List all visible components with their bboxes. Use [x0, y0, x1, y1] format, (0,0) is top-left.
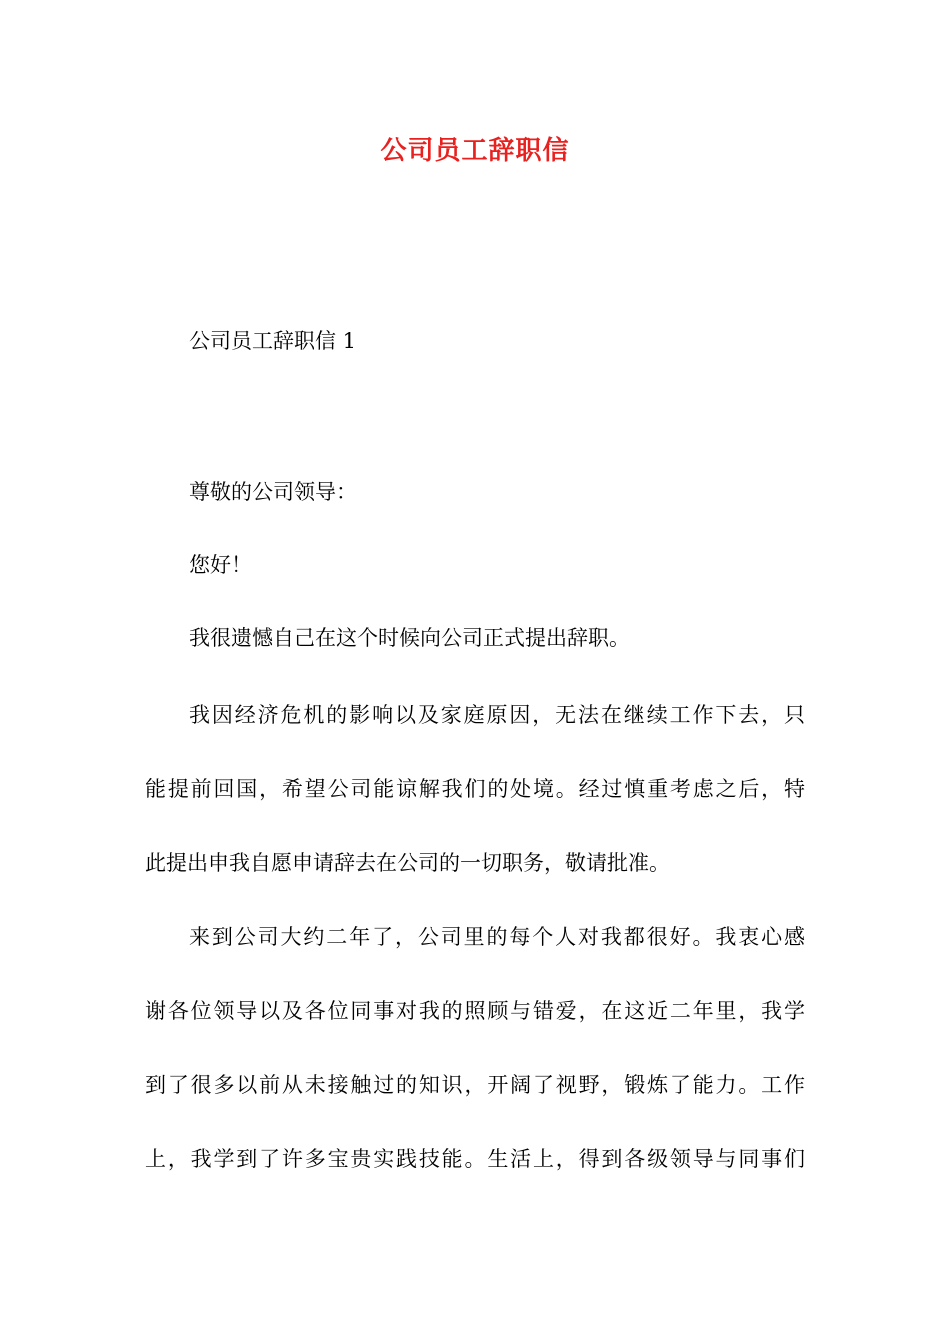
salutation: 尊敬的公司领导：	[189, 480, 357, 504]
paragraph-line: 此提出申我自愿申请辞去在公司的一切职务，敬请批准。	[145, 851, 670, 875]
paragraph-line: 来到公司大约二年了，公司里的每个人对我都很好。我衷心感	[189, 925, 805, 949]
section-heading: 公司员工辞职信 1	[189, 329, 357, 353]
paragraph-line: 能提前回国，希望公司能谅解我们的处境。经过慎重考虑之后，特	[145, 777, 805, 801]
paragraph-line: 谢各位领导以及各位同事对我的照顾与错爱，在这近二年里，我学	[145, 999, 805, 1023]
paragraph-line: 我很遗憾自己在这个时候向公司正式提出辞职。	[189, 626, 630, 650]
paragraph-line: 我因经济危机的影响以及家庭原因，无法在继续工作下去，只	[189, 703, 805, 727]
paragraph-line: 上，我学到了许多宝贵实践技能。生活上，得到各级领导与同事们	[145, 1147, 805, 1171]
document-title: 公司员工辞职信	[380, 136, 570, 166]
greeting: 您好！	[189, 553, 252, 577]
paragraph-line: 到了很多以前从未接触过的知识，开阔了视野，锻炼了能力。工作	[145, 1073, 805, 1097]
